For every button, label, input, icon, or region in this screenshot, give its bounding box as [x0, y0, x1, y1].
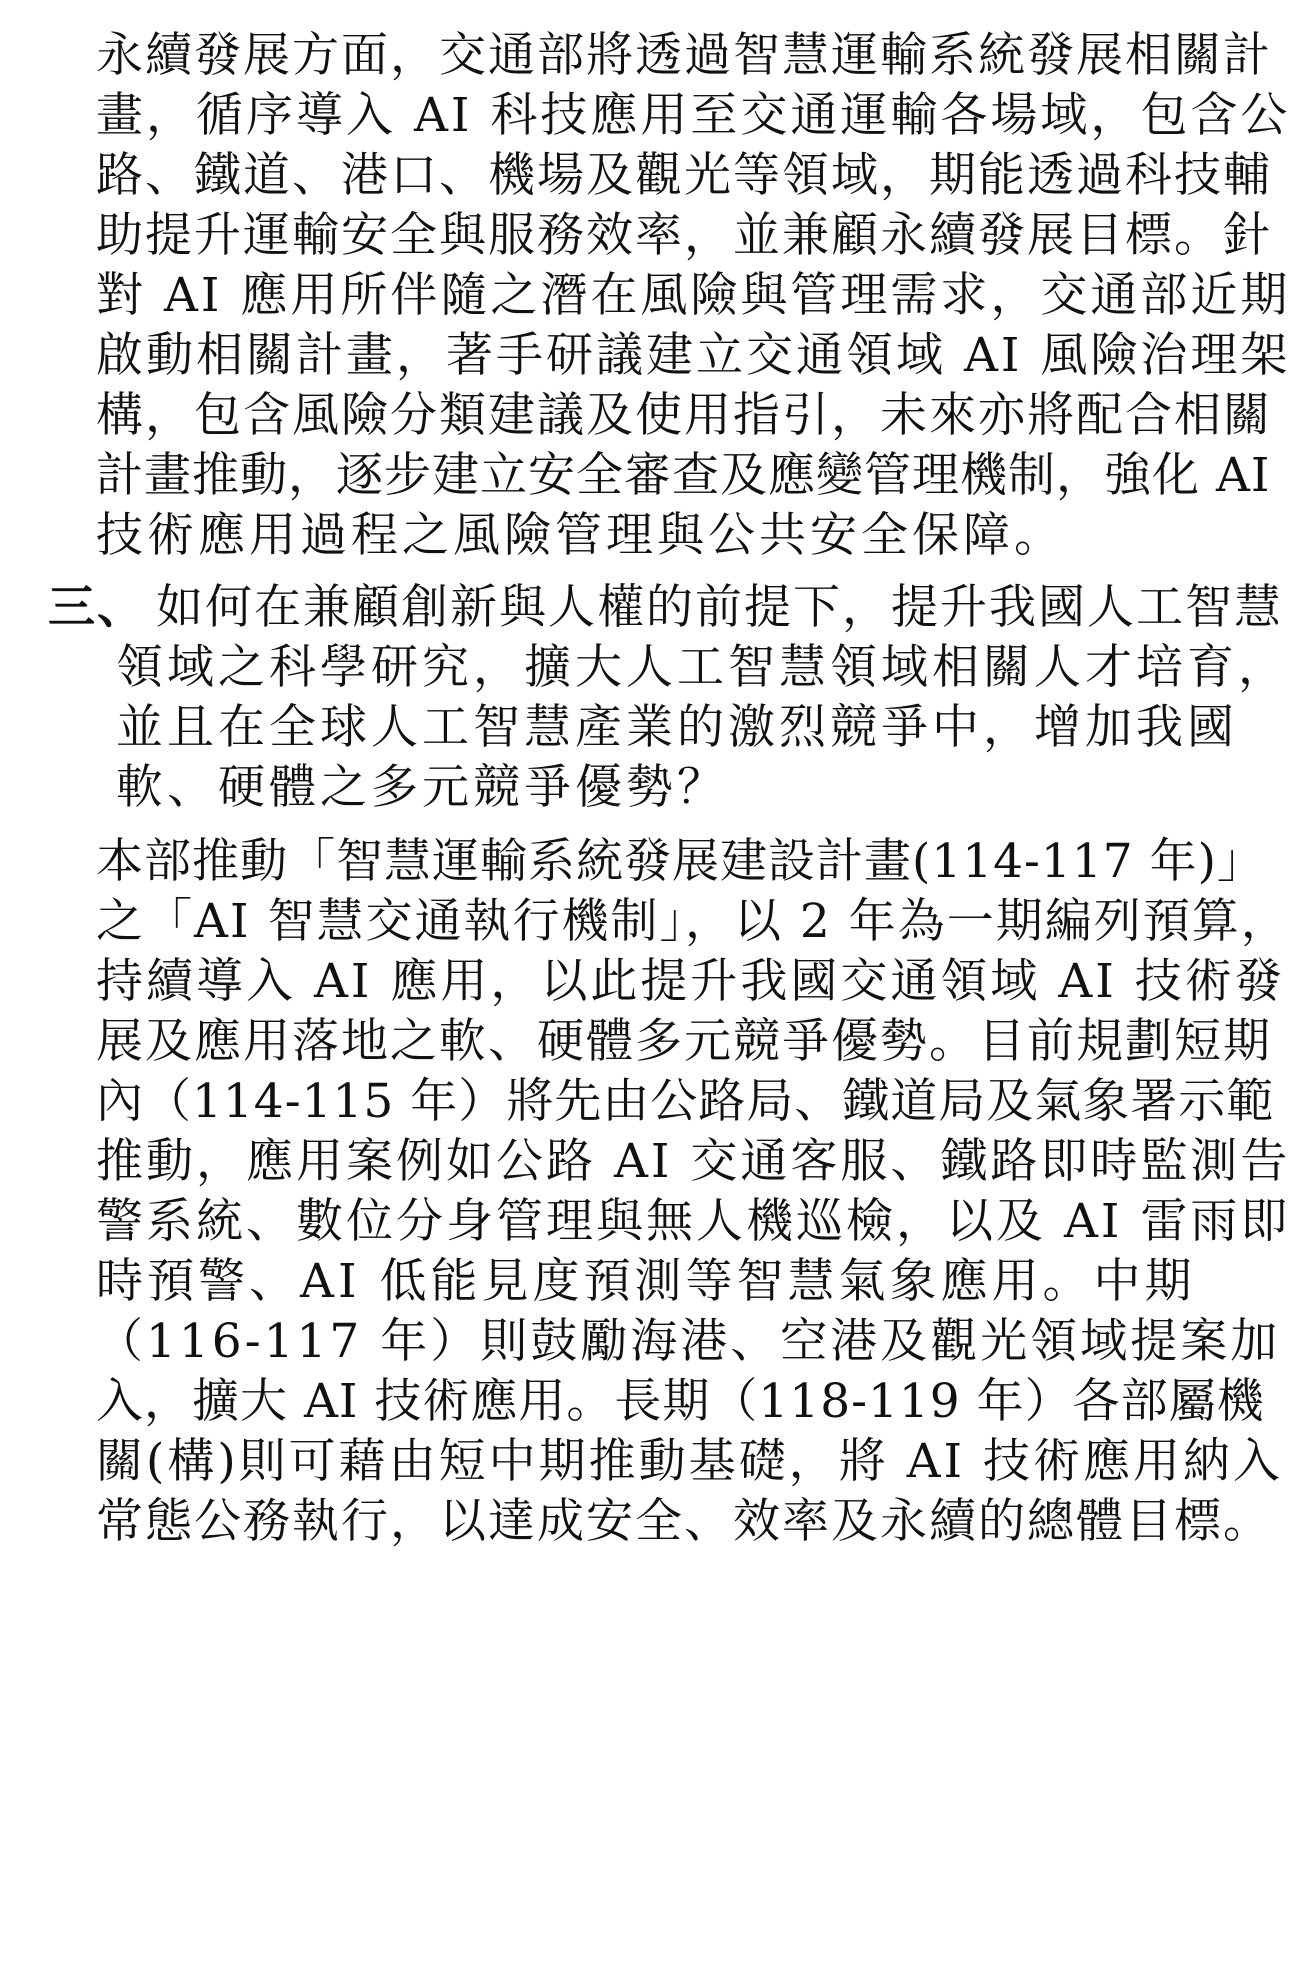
- paragraph-2-line-12: 常態公務執行，以達成安全、效率及永續的總體目標。: [96, 1494, 1272, 1549]
- question-3-line-4: 軟、硬體之多元競爭優勢？: [116, 760, 728, 815]
- paragraph-1-line-4: 助提升運輸安全與服務效率，並兼顧永續發展目標。針: [96, 208, 1272, 263]
- paragraph-2-line-6: 推動，應用案例如公路 AI 交通客服、鐵路即時監測告: [96, 1134, 1291, 1189]
- paragraph-2-line-11: 關(構)則可藉由短中期推動基礎，將 AI 技術應用納入: [96, 1434, 1284, 1489]
- paragraph-1-line-1: 永續發展方面，交通部將透過智慧運輸系統發展相關計: [96, 28, 1272, 83]
- paragraph-1-line-8: 計畫推動，逐步建立安全審查及應變管理機制，強化 AI: [96, 448, 1271, 503]
- question-3-line-3: 並且在全球人工智慧產業的激烈競爭中，增加我國: [116, 700, 1238, 755]
- paragraph-2-line-5: 內（114-115 年）將先由公路局、鐵道局及氣象署示範: [96, 1074, 1275, 1129]
- question-3-line-2: 領域之科學研究，擴大人工智慧領域相關人才培育，: [116, 640, 1289, 695]
- paragraph-1-line-3: 路、鐵道、港口、機場及觀光等領域，期能透過科技輔: [96, 148, 1272, 203]
- paragraph-1-line-7: 構，包含風險分類建議及使用指引，未來亦將配合相關: [96, 388, 1272, 443]
- paragraph-1-line-2: 畫，循序導入 AI 科技應用至交通運輸各場域，包含公: [96, 88, 1291, 143]
- paragraph-2-line-9: （116-117 年）則鼓勵海港、空港及觀光領域提案加: [96, 1314, 1281, 1369]
- paragraph-2-line-10: 入，擴大 AI 技術應用。長期（118-119 年）各部屬機: [96, 1374, 1265, 1429]
- question-3-marker: 三、: [48, 580, 146, 635]
- paragraph-2-line-8: 時預警、AI 低能見度預測等智慧氣象應用。中期: [96, 1254, 1196, 1309]
- paragraph-1-line-5: 對 AI 應用所伴隨之潛在風險與管理需求，交通部近期: [96, 268, 1291, 323]
- paragraph-2-line-7: 警系統、數位分身管理與無人機巡檢，以及 AI 雷雨即: [96, 1194, 1291, 1249]
- paragraph-2-line-2: 之「AI 智慧交通執行機制」，以 2 年為一期編列預算，: [96, 894, 1290, 949]
- paragraph-2-line-4: 展及應用落地之軟、硬體多元競爭優勢。目前規劃短期: [96, 1014, 1272, 1069]
- paragraph-1-line-6: 啟動相關計畫，著手研議建立交通領域 AI 風險治理架: [96, 328, 1291, 383]
- question-3-line-1: 如何在兼顧創新與人權的前提下，提升我國人工智慧: [156, 580, 1283, 635]
- paragraph-2-line-1: 本部推動「智慧運輸系統發展建設計畫(114-117 年)」: [96, 834, 1265, 889]
- paragraph-1-line-9: 技術應用過程之風險管理與公共安全保障。: [96, 508, 1065, 563]
- paragraph-2-line-3: 持續導入 AI 應用，以此提升我國交通領域 AI 技術發: [96, 954, 1285, 1009]
